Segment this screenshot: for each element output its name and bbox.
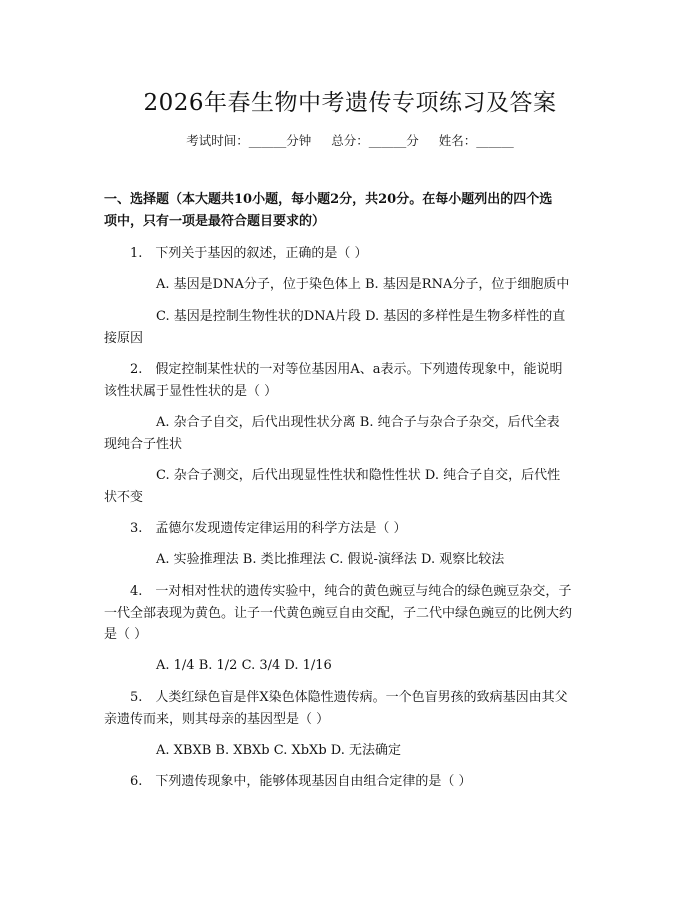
question-text: 该性状属于显性性状的是（ ） (104, 384, 278, 399)
question-options: A. 1/4 B. 1/2 C. 3/4 D. 1/16 (156, 658, 332, 673)
student-name-field: 姓名：______ (438, 133, 514, 148)
question-options: C. 杂合子测交，后代出现显性性状和隐性性状 D. 纯合子自交，后代性 (156, 468, 561, 483)
question-text: 一代全部表现为黄色。让子一代黄色豌豆自由交配，子二代中绿色豌豆的比例大约 (104, 606, 573, 621)
question-text: 5. 人类红绿色盲是伴X染色体隐性遗传病。一个色盲男孩的致病基因由其父 (130, 690, 568, 705)
question-text: 4. 一对相对性状的遗传实验中，纯合的黄色豌豆与纯合的绿色豌豆杂交，子 (130, 584, 572, 599)
page-title: 2026年春生物中考遗传专项练习及答案 (143, 90, 557, 116)
question-options: A. 实验推理法 B. 类比推理法 C. 假说-演绎法 D. 观察比较法 (156, 552, 505, 567)
section-heading-line: 一、选择题（本大题共10小题，每小题2分，共20分。在每小题列出的四个选 (104, 192, 553, 207)
exam-time-field: 考试时间：______分钟 (186, 133, 312, 148)
question-options: 接原因 (104, 331, 144, 346)
question-options: A. XBXB B. XBXb C. XbXb D. 无法确定 (156, 743, 401, 758)
question-text: 亲遗传而来，则其母亲的基因型是（ ） (104, 712, 330, 727)
exam-meta (0, 131, 700, 149)
question-text: 是（ ） (104, 627, 148, 642)
question-options: A. 基因是DNA分子，位于染色体上 B. 基因是RNA分子，位于细胞质中 (156, 277, 570, 292)
question-options: C. 基因是控制生物性状的DNA片段 D. 基因的多样性是生物多样性的直 (156, 309, 566, 324)
question-text: 2. 假定控制某性状的一对等位基因用A、a表示。下列遗传现象中，能说明 (130, 362, 563, 377)
section-heading-line: 项中，只有一项是最符合题目要求的） (104, 214, 326, 229)
question-text: 1. 下列关于基因的叙述，正确的是（ ） (130, 246, 368, 261)
question-text: 3. 孟德尔发现遗传定律运用的科学方法是（ ） (130, 521, 407, 536)
total-score-field: 总分：______分 (331, 133, 419, 148)
question-options: A. 杂合子自交，后代出现性状分离 B. 纯合子与杂合子杂交，后代全表 (156, 415, 560, 430)
question-text: 6. 下列遗传现象中，能够体现基因自由组合定律的是（ ） (130, 774, 472, 789)
question-options: 现纯合子性状 (104, 437, 183, 452)
question-options: 状不变 (104, 490, 144, 505)
